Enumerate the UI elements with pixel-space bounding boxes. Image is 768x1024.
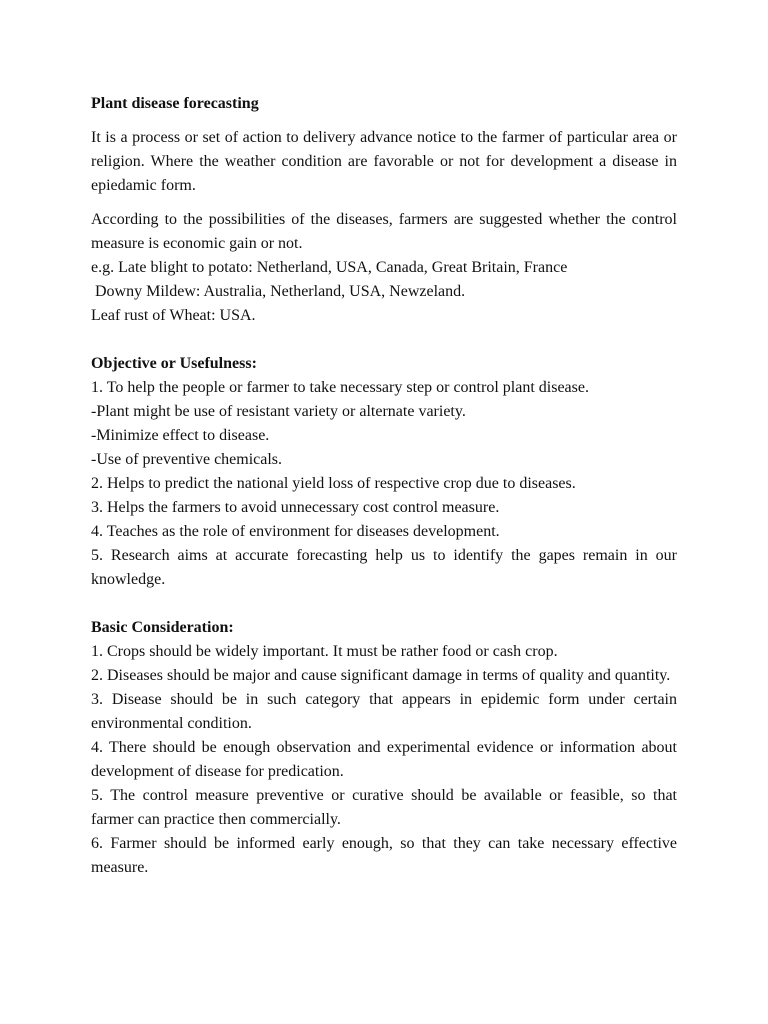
list-item: -Use of preventive chemicals. (91, 451, 283, 468)
list-item: 4. There should be enough observation and experimental evidence or information about development of disease for predication. (91, 739, 677, 780)
list-item: 4. Teaches as the role of environment for diseases development. (91, 523, 500, 540)
intro-paragraph: It is a process or set of action to delivery advance notice to the farmer of particular area or religion. Where the weather condition are favorable or not for development a disease in epiedamic form. (91, 129, 677, 194)
list-item: 5. Research aims at accurate forecasting help us to identify the gapes remain in our knowledge. (91, 547, 677, 588)
list-item: 2. Helps to predict the national yield loss of respective crop due to diseases. (91, 475, 576, 492)
list-item: -Minimize effect to disease. (91, 427, 270, 444)
example-line: Downy Mildew: Australia, Netherland, USA, Newzeland. (95, 283, 466, 300)
list-item: 3. Disease should be in such category that appears in epidemic form under certain environmental condition. (91, 691, 677, 732)
example-line: e.g. Late blight to potato: Netherland, USA, Canada, Great Britain, France (91, 259, 568, 276)
objective-heading: Objective or Usefulness: (91, 355, 257, 372)
list-item: 1. To help the people or farmer to take necessary step or control plant disease. (91, 379, 589, 396)
basic-consideration-section (91, 616, 677, 880)
list-item: 6. Farmer should be informed early enough, so that they can take necessary effective measure. (91, 835, 677, 876)
example-line: Leaf rust of Wheat: USA. (91, 307, 256, 324)
possibilities-paragraph: According to the possibilities of the diseases, farmers are suggested whether the control measure is economic gain or not. (91, 211, 677, 252)
spacer (91, 592, 677, 616)
document-title: Plant disease forecasting (91, 95, 259, 112)
list-item: 2. Diseases should be major and cause significant damage in terms of quality and quantity. (91, 667, 671, 684)
objective-section (91, 352, 677, 592)
possibilities-section (91, 208, 677, 328)
list-item: 3. Helps the farmers to avoid unnecessary cost control measure. (91, 499, 500, 516)
basic-consideration-heading: Basic Consideration: (91, 619, 234, 636)
spacer (91, 328, 677, 352)
list-item: 1. Crops should be widely important. It must be rather food or cash crop. (91, 643, 558, 660)
list-item: 5. The control measure preventive or curative should be available or feasible, so that farmer can practice then commercially. (91, 787, 677, 828)
document-page (91, 92, 677, 880)
list-item: -Plant might be use of resistant variety or alternate variety. (91, 403, 466, 420)
